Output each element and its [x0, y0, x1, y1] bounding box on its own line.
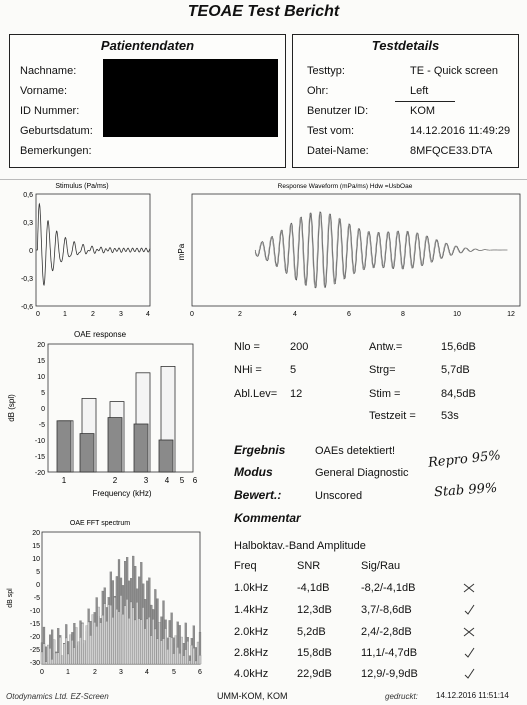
band-header-sig: Sig/Rau	[361, 560, 401, 572]
label-test-date: Test vom:	[307, 125, 355, 137]
band-row-sig: 3,7/-8,6dB	[361, 604, 412, 616]
fft-noise-bar	[73, 648, 75, 664]
fft-noise-bar	[142, 608, 144, 665]
fft-noise-bar	[49, 648, 51, 664]
response-xtick: 12	[507, 311, 515, 318]
fft-noise-bar	[53, 640, 55, 664]
stat-ablev-label: Abl.Lev=	[234, 388, 278, 400]
stimulus-chart	[0, 180, 160, 320]
band-row-sig: -8,2/-4,1dB	[361, 582, 416, 594]
fft-noise-bar	[88, 622, 90, 664]
fft-noise-bar	[110, 605, 112, 664]
oae-ytick: 5	[41, 390, 45, 397]
stat-stim-value: 84,5dB	[441, 388, 476, 400]
fft-noise-bar	[98, 607, 100, 664]
oae-ytick: 0	[41, 406, 45, 413]
band-heading: Halboktav.-Band Amplitude	[234, 540, 366, 552]
stat-antw-value: 15,6dB	[441, 341, 476, 353]
response-chart	[160, 180, 527, 320]
ear-underline	[395, 101, 455, 102]
handwritten-stab: Stab 99%	[433, 480, 498, 501]
fft-noise-bar	[124, 606, 126, 664]
fft-ytick: -15	[29, 621, 40, 628]
value-testtype: TE - Quick screen	[410, 65, 499, 77]
fft-noise-bar	[163, 639, 165, 664]
oae-noise-bar	[159, 440, 173, 472]
oae-ytick: -15	[34, 454, 45, 461]
stimulus-ytick: -0,3	[20, 276, 33, 283]
fft-spectrum-chart	[0, 514, 210, 686]
oae-ytick: -20	[34, 470, 45, 477]
response-xtick: 0	[190, 311, 194, 318]
label-testtype: Testtyp:	[307, 65, 345, 77]
fft-xtick: 4	[145, 669, 149, 676]
stimulus-xticks	[36, 311, 150, 318]
stimulus-xtick: 4	[146, 311, 150, 318]
response-xticks	[190, 311, 515, 318]
fft-noise-bar	[140, 620, 142, 664]
fft-noise-bar	[144, 629, 146, 664]
fft-noise-bar	[187, 641, 189, 664]
stat-testzeit-value: 53s	[441, 410, 459, 422]
stat-nlo-label: Nlo =	[234, 341, 260, 353]
fft-noise-bar	[136, 602, 138, 664]
fft-xtick: 5	[172, 669, 176, 676]
fft-noise-bar	[96, 626, 98, 664]
band-row-freq: 1.4kHz	[234, 604, 269, 616]
fft-noise-bar	[59, 637, 61, 664]
fft-noise-bar	[193, 648, 195, 664]
modus-value: General Diagnostic	[315, 467, 409, 479]
stat-nhi-label: NHi =	[234, 364, 262, 376]
stat-testzeit-label: Testzeit =	[369, 410, 416, 422]
fft-noise-bar	[90, 636, 92, 665]
fft-noise-bar	[51, 659, 53, 664]
check-icon	[465, 648, 474, 657]
fft-ytick: 0	[36, 582, 40, 589]
fft-noise-bar	[112, 617, 114, 664]
fft-noise-bar	[114, 597, 116, 664]
band-row-snr: -4,1dB	[297, 582, 330, 594]
page-title: TEOAE Test Bericht	[187, 3, 340, 20]
fft-noise-bar	[63, 644, 65, 664]
oae-ytick: 10	[37, 374, 45, 381]
band-row-sig: 11,1/-4,7dB	[361, 647, 418, 659]
stat-stim-label: Stim =	[369, 388, 401, 400]
fft-noise-bar	[152, 619, 154, 664]
fft-noise-bar	[157, 639, 159, 664]
oae-noise-bar	[80, 434, 94, 472]
stat-strg-label: Strg=	[369, 364, 396, 376]
footer-center: UMM-KOM, KOM	[217, 691, 288, 701]
value-user-id: KOM	[410, 105, 436, 117]
fft-noise-bar	[132, 608, 134, 664]
oae-bars	[57, 366, 175, 472]
fft-noise-bar	[78, 642, 80, 664]
stimulus-ytick: 0,3	[23, 220, 33, 227]
patient-data-heading: Patientendaten	[100, 38, 195, 53]
response-xtick: 6	[347, 311, 351, 318]
label-firstname: Vorname:	[20, 85, 68, 97]
check-icon	[465, 669, 474, 678]
fft-noise-bar	[86, 626, 88, 664]
fft-noise-bar	[191, 645, 193, 664]
band-row-snr: 15,8dB	[297, 647, 332, 659]
response-xtick: 4	[293, 311, 297, 318]
fft-ytick: 15	[32, 543, 40, 550]
fft-noise-bar	[41, 652, 43, 664]
label-remarks: Bemerkungen:	[20, 145, 92, 157]
fft-noise-bar	[185, 650, 187, 664]
stimulus-xtick: 3	[119, 311, 123, 318]
fft-noise-bar	[61, 656, 63, 664]
fft-noise-bar	[195, 661, 197, 664]
fft-noise-bar	[169, 637, 171, 664]
response-title: Response Waveform (mPa/ms) Hdw =UsbOae	[277, 183, 413, 190]
fft-ytick: -25	[29, 647, 40, 654]
fft-noise-bar	[189, 661, 191, 664]
label-ear: Ohr:	[307, 85, 329, 97]
fft-signal-bar	[51, 630, 53, 664]
fft-ytick: -20	[29, 634, 40, 641]
fft-noise-bar	[118, 612, 120, 664]
label-filename: Datei-Name:	[307, 145, 369, 157]
fft-noise-bar	[179, 653, 181, 664]
fft-noise-bar	[47, 645, 49, 664]
fft-xtick: 0	[40, 669, 44, 676]
footer-vendor: Otodynamics Ltd. EZ-Screen	[6, 692, 109, 701]
oae-ytick: 20	[37, 342, 45, 349]
response-xtick: 2	[238, 311, 242, 318]
fft-noise-bar	[75, 628, 77, 665]
oae-xticks	[62, 476, 198, 485]
fft-noise-bar	[199, 655, 201, 664]
kommentar-label: Kommentar	[234, 511, 301, 525]
band-row-snr: 5,2dB	[297, 626, 326, 638]
fft-bars	[41, 556, 201, 664]
fft-ytick: -30	[29, 660, 40, 667]
fft-noise-bar	[102, 615, 104, 664]
fft-xtick: 1	[66, 669, 70, 676]
fft-noise-bar	[138, 619, 140, 664]
fft-noise-bar	[55, 653, 57, 664]
fft-ytick: 10	[32, 556, 40, 563]
stat-nlo-value: 200	[290, 341, 309, 353]
oae-noise-bar	[108, 418, 122, 472]
fft-noise-bar	[116, 609, 118, 664]
fft-noise-bar	[80, 638, 82, 665]
fft-noise-bar	[167, 649, 169, 664]
modus-label: Modus	[234, 465, 273, 479]
fft-noise-bar	[197, 642, 199, 664]
oae-xtick: 1	[61, 476, 67, 485]
value-ear: Left	[410, 85, 429, 97]
band-row-snr: 22,9dB	[297, 668, 332, 680]
oae-xtick: 3	[143, 476, 149, 485]
fft-noise-bar	[175, 636, 177, 664]
fft-noise-bar	[165, 629, 167, 664]
label-birthdate: Geburtsdatum:	[20, 125, 93, 137]
band-header-freq: Freq	[234, 560, 257, 572]
oae-ytick: -5	[38, 422, 45, 429]
band-header-snr: SNR	[297, 560, 321, 572]
fft-noise-bar	[154, 629, 156, 664]
fft-noise-bar	[177, 647, 179, 664]
band-row-snr: 12,3dB	[297, 604, 332, 616]
fft-noise-bar	[148, 617, 150, 664]
fft-title: OAE FFT spectrum	[69, 520, 131, 527]
fft-noise-bar	[134, 620, 136, 664]
cross-icon	[464, 584, 474, 592]
oae-ytick: 15	[37, 358, 45, 365]
fft-noise-bar	[128, 618, 130, 664]
band-row-freq: 2.8kHz	[234, 647, 269, 659]
oae-title: OAE response	[73, 330, 127, 339]
cross-icon	[464, 628, 474, 636]
fft-noise-bar	[65, 638, 67, 664]
fft-signal-bar	[45, 647, 47, 664]
oae-noise-bar	[134, 424, 148, 472]
fft-noise-bar	[94, 622, 96, 664]
value-test-date: 14.12.2016 11:49:29	[410, 125, 511, 137]
oae-xtick: 4	[164, 476, 170, 485]
fft-noise-bar	[100, 623, 102, 664]
band-marks	[458, 580, 488, 685]
fft-noise-bar	[82, 623, 84, 664]
fft-noise-bar	[69, 635, 71, 664]
band-row-freq: 4.0kHz	[234, 668, 269, 680]
value-filename: 8MFQCE33.DTA	[410, 145, 493, 157]
oae-ylabel: dB (spl)	[7, 394, 16, 422]
stimulus-frame	[36, 194, 150, 306]
footer-printed-label: gedruckt:	[385, 692, 418, 701]
test-details-box	[292, 34, 519, 168]
fft-ytick: -10	[29, 608, 40, 615]
redaction-block	[103, 59, 278, 137]
fft-ytick: -5	[33, 595, 40, 602]
fft-noise-bar	[43, 644, 45, 664]
fft-xticks	[40, 669, 202, 676]
fft-noise-bar	[126, 599, 128, 664]
fft-noise-bar	[57, 653, 59, 664]
test-details-heading: Testdetails	[371, 38, 440, 53]
stimulus-ytick: -0,6	[20, 304, 33, 311]
fft-noise-bar	[181, 637, 183, 664]
stimulus-waveform	[36, 204, 150, 285]
stimulus-ytick: 0,6	[23, 192, 33, 199]
footer-printed-value: 14.12.2016 11:51:14	[436, 691, 509, 700]
fft-noise-bar	[106, 621, 108, 664]
fft-xtick: 3	[119, 669, 123, 676]
label-id: ID Nummer:	[20, 105, 80, 117]
ergebnis-value: OAEs detektiert!	[315, 445, 396, 457]
fft-noise-bar	[159, 622, 161, 664]
handwritten-repro: Repro 95%	[427, 448, 502, 471]
bewert-value: Unscored	[315, 490, 363, 502]
oae-response-chart	[0, 326, 220, 504]
oae-xtick: 2	[112, 476, 118, 485]
stimulus-ytick: 0	[29, 248, 33, 255]
band-row-sig: 12,9/-9,9dB	[361, 668, 418, 680]
fft-yticks	[30, 530, 40, 667]
fft-ytick: 5	[36, 569, 40, 576]
oae-ytick: -10	[34, 438, 45, 445]
fft-noise-bar	[71, 640, 73, 664]
fft-ytick: 20	[32, 530, 40, 537]
stat-strg-value: 5,7dB	[441, 364, 470, 376]
label-lastname: Nachname:	[20, 65, 77, 77]
stimulus-xtick: 1	[63, 311, 67, 318]
fft-noise-bar	[161, 641, 163, 664]
fft-noise-bar	[92, 615, 94, 664]
stat-antw-label: Antw.=	[369, 341, 403, 353]
fft-noise-bar	[130, 602, 132, 664]
check-icon	[465, 605, 474, 614]
stimulus-title: Stimulus (Pa/ms)	[55, 183, 109, 190]
label-user-id: Benutzer ID:	[307, 105, 369, 117]
fft-noise-bar	[173, 654, 175, 664]
oae-yticks	[35, 342, 45, 477]
oae-noise-bar	[57, 421, 71, 472]
patient-data-box	[9, 34, 286, 168]
ergebnis-label: Ergebnis	[234, 443, 286, 457]
fft-noise-bar	[146, 619, 148, 664]
oae-xtick: 6	[192, 476, 198, 485]
fft-noise-bar	[67, 654, 69, 664]
fft-noise-bar	[183, 656, 185, 664]
fft-noise-bar	[150, 636, 152, 664]
fft-noise-bar	[171, 638, 173, 664]
fft-ylabel: dB spl	[7, 588, 14, 608]
oae-xlabel: Frequency (kHz)	[92, 489, 152, 498]
response-xtick: 10	[453, 311, 461, 318]
fft-noise-bar	[104, 604, 106, 664]
stat-ablev-value: 12	[290, 388, 303, 400]
band-row-freq: 2.0kHz	[234, 626, 269, 638]
fft-xtick: 6	[198, 669, 202, 676]
oae-xtick: 5	[179, 476, 185, 485]
bewert-label: Bewert.:	[234, 488, 282, 502]
response-ylabel: mPa	[177, 243, 186, 261]
fft-noise-bar	[122, 614, 124, 664]
fft-noise-bar	[108, 605, 110, 664]
fft-noise-bar	[120, 596, 122, 665]
response-xtick: 8	[401, 311, 405, 318]
stimulus-yticks	[21, 192, 33, 311]
band-row-freq: 1.0kHz	[234, 582, 269, 594]
band-row-sig: 2,4/-2,8dB	[361, 626, 412, 638]
fft-noise-bar	[45, 662, 47, 664]
fft-noise-bar	[84, 641, 86, 664]
stimulus-xtick: 2	[91, 311, 95, 318]
stimulus-xtick: 0	[36, 311, 40, 318]
stat-nhi-value: 5	[290, 364, 297, 376]
fft-xtick: 2	[93, 669, 97, 676]
